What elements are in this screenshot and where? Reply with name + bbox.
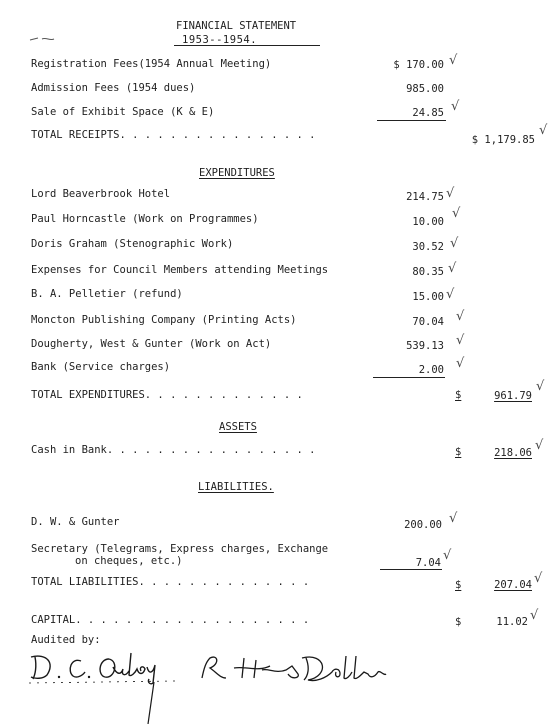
expenditure-label: Lord Beaverbrook Hotel bbox=[31, 188, 171, 200]
total-receipts-amount: $ 1,179.85 bbox=[471, 134, 535, 146]
liability-label: Secretary (Telegrams, Express charges, Exchange bbox=[31, 543, 329, 555]
check-mark-icon: √ bbox=[446, 186, 455, 201]
check-mark-icon: √ bbox=[536, 379, 545, 394]
expenditure-label: Doris Graham (Stenographic Work) bbox=[31, 238, 234, 250]
expenditure-label: Moncton Publishing Company (Printing Acts) bbox=[31, 314, 297, 326]
receipt-amount: 985.00 bbox=[406, 83, 444, 95]
liability-amount: 200.00 bbox=[404, 519, 442, 531]
capital-currency: $ bbox=[455, 616, 462, 628]
statement-period: 1953--1954. bbox=[182, 34, 258, 46]
expenditure-label: Expenses for Council Members attending Meetings bbox=[31, 264, 329, 276]
check-mark-icon: √ bbox=[448, 261, 457, 276]
total-expenditures-currency: $ bbox=[455, 389, 462, 401]
check-mark-icon: √ bbox=[539, 123, 548, 138]
check-mark-icon: √ bbox=[456, 333, 465, 348]
liability-amount: 7.04 bbox=[415, 557, 441, 569]
total-liabilities-currency: $ bbox=[455, 579, 462, 591]
check-mark-icon: √ bbox=[530, 608, 539, 623]
expenditure-amount: 10.00 bbox=[412, 216, 444, 228]
check-mark-icon: √ bbox=[449, 53, 458, 68]
cash-in-bank-currency: $ bbox=[455, 446, 462, 458]
check-mark-icon: √ bbox=[456, 309, 465, 324]
receipt-label: Admission Fees (1954 dues) bbox=[31, 82, 196, 94]
total-liabilities-label: TOTAL LIABILITIES. . . . . . . . . . . . . . bbox=[31, 576, 310, 588]
statement-title: FINANCIAL STATEMENT bbox=[176, 20, 297, 32]
liability-label-continued: on cheques, etc.) bbox=[75, 555, 183, 567]
expenditure-label: B. A. Pelletier (refund) bbox=[31, 288, 183, 300]
cash-in-bank-amount: 218.06 bbox=[494, 447, 532, 459]
assets-heading: ASSETS bbox=[219, 421, 257, 433]
check-mark-icon: √ bbox=[452, 206, 461, 221]
check-mark-icon: √ bbox=[446, 287, 455, 302]
liabilities-heading: LIABILITIES. bbox=[198, 481, 274, 493]
total-liabilities-amount: 207.04 bbox=[494, 579, 532, 591]
title-rule bbox=[174, 45, 320, 46]
signature-oxley bbox=[25, 645, 195, 685]
check-mark-icon: √ bbox=[534, 571, 543, 586]
expenditure-amount: 30.52 bbox=[412, 241, 444, 253]
expenditure-amount: 2.00 bbox=[418, 364, 444, 376]
check-mark-icon: √ bbox=[443, 548, 452, 563]
receipt-amount: $ 170.00 bbox=[393, 59, 444, 71]
check-mark-icon: √ bbox=[535, 438, 544, 453]
check-mark-icon: √ bbox=[450, 236, 459, 251]
expenditure-amount: 70.04 bbox=[412, 316, 444, 328]
subtotal-rule bbox=[377, 120, 446, 121]
signature-dobbin bbox=[196, 648, 396, 688]
expenditure-label: Bank (Service charges) bbox=[31, 361, 171, 373]
audited-by-label: Audited by: bbox=[31, 634, 101, 646]
capital-label: CAPITAL. . . . . . . . . . . . . . . . . . . bbox=[31, 614, 310, 626]
total-expenditures-label: TOTAL EXPENDITURES. . . . . . . . . . . . . bbox=[31, 389, 303, 401]
subtotal-rule bbox=[373, 377, 445, 378]
receipt-label: Registration Fees(1954 Annual Meeting) bbox=[31, 58, 272, 70]
expenditure-amount: 539.13 bbox=[406, 340, 444, 352]
subtotal-rule bbox=[380, 569, 442, 570]
expenditure-amount: 80.35 bbox=[412, 266, 444, 278]
check-mark-icon: √ bbox=[456, 356, 465, 371]
capital-amount: 11.02 bbox=[496, 616, 528, 628]
cash-in-bank-label: Cash in Bank. . . . . . . . . . . . . . . . . bbox=[31, 444, 316, 456]
check-mark-icon: √ bbox=[449, 511, 458, 526]
pen-stroke bbox=[140, 682, 160, 724]
stray-mark bbox=[28, 34, 58, 44]
check-mark-icon: √ bbox=[451, 99, 460, 114]
expenditure-amount: 15.00 bbox=[412, 291, 444, 303]
liability-label: D. W. & Gunter bbox=[31, 516, 120, 528]
total-receipts-label: TOTAL RECEIPTS. . . . . . . . . . . . . . . . bbox=[31, 129, 316, 141]
expenditure-label: Dougherty, West & Gunter (Work on Act) bbox=[31, 338, 272, 350]
expenditure-amount: 214.75 bbox=[406, 191, 444, 203]
expenditures-heading: EXPENDITURES bbox=[199, 167, 275, 179]
receipt-amount: 24.85 bbox=[412, 107, 444, 119]
expenditure-label: Paul Horncastle (Work on Programmes) bbox=[31, 213, 259, 225]
total-expenditures-amount: 961.79 bbox=[494, 390, 532, 402]
receipt-label: Sale of Exhibit Space (K & E) bbox=[31, 106, 215, 118]
